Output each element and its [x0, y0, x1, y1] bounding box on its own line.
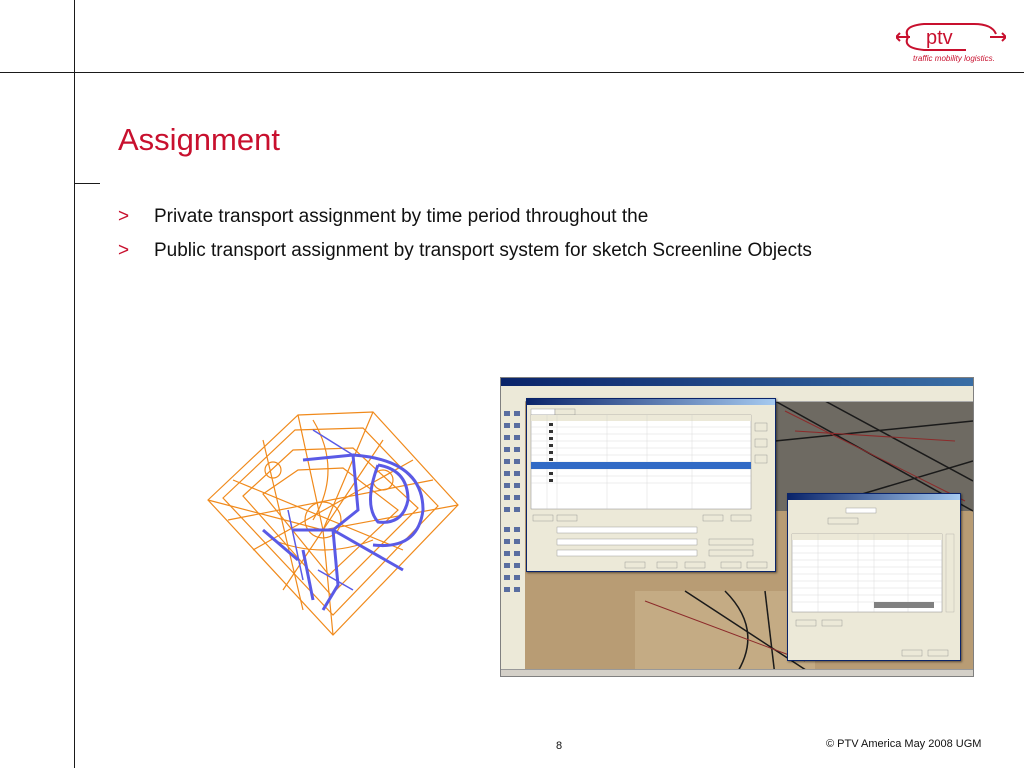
- procedures-dialog: [526, 398, 776, 572]
- bullet-item: [118, 237, 838, 265]
- app-titlebar: [501, 378, 973, 386]
- vertical-rule: [74, 0, 75, 768]
- title-rule: [74, 183, 100, 184]
- bullet-item: [118, 203, 838, 231]
- visum-screenshot-image: [500, 377, 974, 677]
- bullet-text: Private transport assignment by time period throughout the: [154, 206, 649, 227]
- logo-tagline: traffic mobility logistics.: [913, 54, 995, 63]
- slide-title: Assignment: [118, 122, 280, 157]
- bullet-marker: >: [118, 240, 130, 261]
- logo-text: ptv: [926, 27, 953, 49]
- bullet-text: Public transport assignment by transport system for sketch Screenline Objects: [154, 240, 812, 261]
- header-rule: [0, 72, 1024, 73]
- bullet-marker: >: [118, 206, 130, 227]
- network-map-image: [203, 410, 473, 638]
- copyright-footer: © PTV America May 2008 UGM: [826, 738, 982, 750]
- app-toolbox: [501, 401, 525, 676]
- bullet-list: [118, 203, 838, 271]
- app-menubar: [501, 386, 973, 393]
- parameters-dialog: [787, 493, 961, 661]
- app-statusbar: [501, 669, 973, 677]
- page-number: 8: [556, 740, 563, 752]
